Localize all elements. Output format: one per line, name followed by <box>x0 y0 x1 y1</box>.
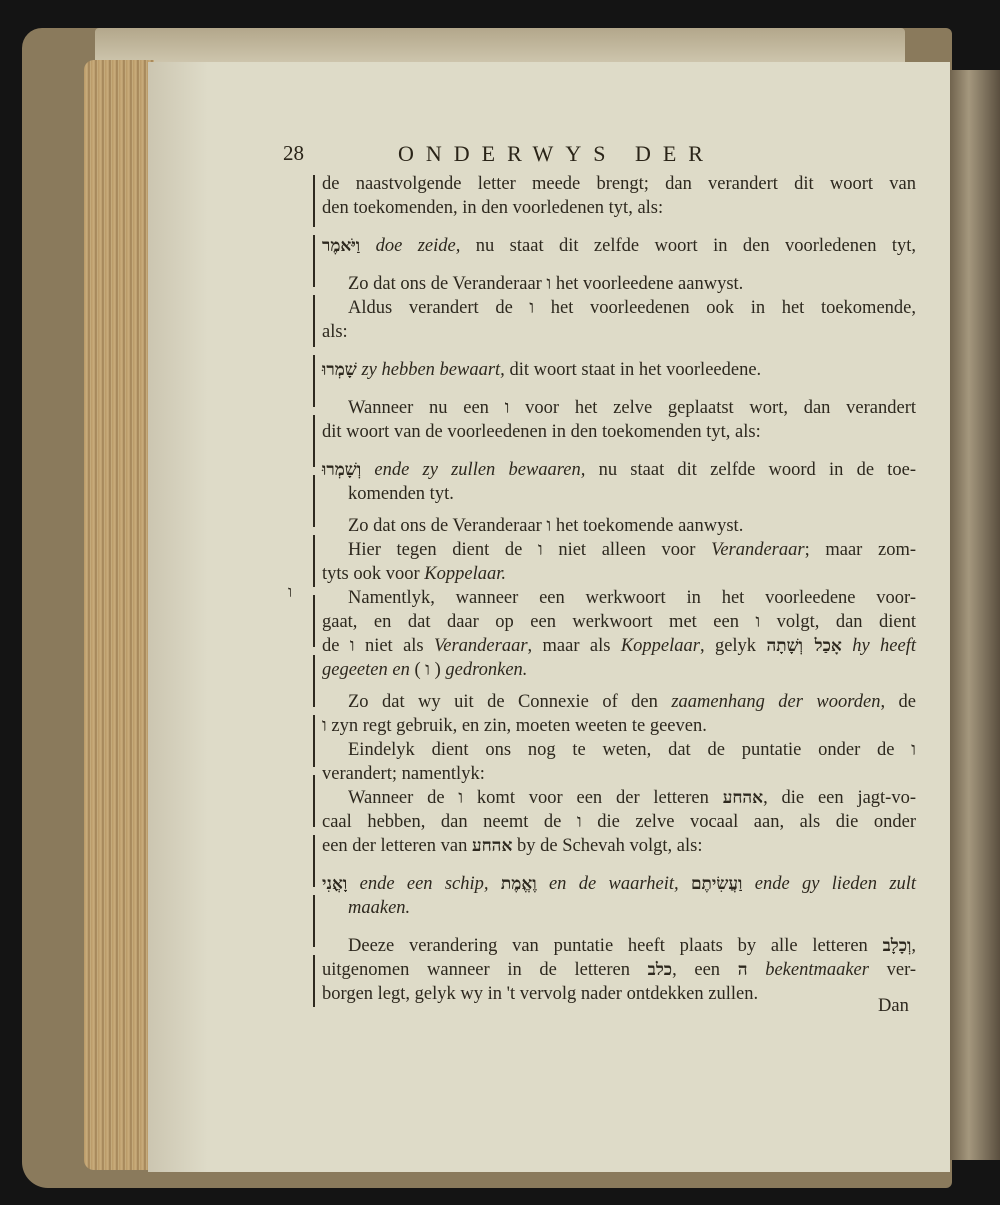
text-line: komenden tyt. <box>348 484 454 504</box>
text-line: uitgenomen wanneer in de letteren כלב, een ה bekentmaaker ver- <box>322 960 917 980</box>
marginal-bracket-line <box>313 175 315 1015</box>
hebrew-word: וַיֹּאמֶר <box>322 236 361 256</box>
text-line: Hier tegen dient de ו niet alleen voor Veranderaar; maar zom- <box>348 540 916 560</box>
text-line: ו zyn regt gebruik, en zin, moeten weeten te geeven. <box>322 716 707 736</box>
example-line <box>322 234 916 258</box>
page-number: 28 <box>283 141 304 165</box>
text-line: Deeze verandering van puntatie heeft plaats by alle letteren וְכָלָב, <box>348 936 917 956</box>
hebrew-word: שָׁמְרוּ <box>322 360 357 380</box>
text-line: Eindelyk dient ons nog te weten, dat de puntatie onder de ו <box>348 740 916 760</box>
hebrew-word: אהחע <box>471 836 513 856</box>
hebrew-word: וְכָלָב <box>882 936 912 956</box>
text-line: een der letteren van אהחע by de Schevah volgt, als: <box>322 836 703 856</box>
text-line: de ו niet als Veranderaar, maar als Koppelaar, gelyk אָכַל וְשָׁתָה hy heeft <box>322 636 916 656</box>
hebrew-word: אהחע <box>722 788 764 808</box>
text-line: Aldus verandert de ו het voorleedenen ook in het toekomende, <box>348 298 916 318</box>
text-line: Zo dat ons de Veranderaar ו het voorleedene aanwyst. <box>348 274 744 294</box>
text-line: Wanneer nu een ו voor het zelve geplaatst wort, dan verandert <box>348 398 916 418</box>
example-text: nu staat dit zelfde woort in den voorledenen tyt, <box>475 236 917 256</box>
translation: ende zy zullen bewaaren, <box>374 460 586 480</box>
running-head <box>283 141 923 171</box>
text-line: Zo dat wy uit de Connexie of den zaamenhang der woorden, de <box>348 692 917 712</box>
hebrew-word: אָכַל וְשָׁתָה <box>766 636 842 656</box>
hebrew-word: וְשָׁמְרוּ <box>322 460 362 480</box>
text-line: als: <box>322 322 348 342</box>
page-block-edges <box>84 60 154 1170</box>
example-text: nu staat dit zelfde woord in de toe- <box>598 460 917 480</box>
text-line: Wanneer de ו komt voor een der letteren אהחע, die een jagt-vo- <box>348 788 917 808</box>
translation: zy hebben bewaart, <box>361 360 505 380</box>
running-title: ONDERWYS DER <box>398 141 715 166</box>
text-line: caal hebben, dan neemt de ו die zelve vocaal aan, als die onder <box>322 812 917 832</box>
text-line: dit woort van de voorleedenen in den toekomenden tyt, als: <box>322 422 761 442</box>
example-text: dit woort staat in het voorleedene. <box>509 360 762 380</box>
catchword: Dan <box>878 996 909 1016</box>
text-line: maaken. <box>348 898 411 918</box>
example-line <box>322 458 916 482</box>
example-line <box>322 358 916 382</box>
marginal-vav-mark: ו <box>288 582 293 601</box>
text-line: Namentlyk, wanneer een werkwoort in het voorleedene voor- <box>348 588 916 608</box>
text-line: verandert; namentlyk: <box>322 764 485 784</box>
text-line: Zo dat ons de Veranderaar ו het toekomende aanwyst. <box>348 516 744 536</box>
text-line: gaat, en dat daar op een werkwoort met een ו volgt, dan dient <box>322 612 917 632</box>
text-line: borgen legt, gelyk wy in 't vervolg nader ontdekken zullen. <box>322 984 759 1004</box>
text-line: gegeeten en ( ו ) gedronken. <box>322 660 528 680</box>
translation: doe zeide, <box>375 236 461 256</box>
facing-page-edge <box>948 70 1000 1160</box>
body-text <box>322 172 916 1006</box>
text-line: den toekomenden, in den voorledenen tyt, als: <box>322 198 664 218</box>
example-line: וָאֳנִי ende een schip, וֶאֱמֶת en de waarheit, וַעֲשִׂיתֶם ende gy lieden zult <box>322 874 917 894</box>
text-line: tyts ook voor Koppelaar. <box>322 564 506 584</box>
text-line: de naastvolgende letter meede brengt; dan verandert dit woort van <box>322 174 916 194</box>
